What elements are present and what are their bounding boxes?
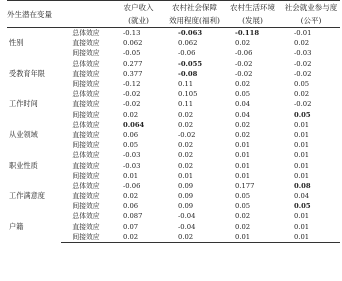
- value-cell: -0.08: [178, 69, 198, 78]
- header-col-4-line1: 社会就业参与度: [284, 3, 338, 12]
- value-cell: 0.01: [294, 161, 310, 170]
- value-cell: 0.02: [235, 80, 251, 89]
- table-row: [7, 150, 340, 160]
- value-cell: -0.12: [123, 80, 141, 89]
- value-cell: -0.02: [294, 100, 312, 109]
- value-cell: -0.06: [235, 49, 253, 58]
- value-cell: 0.05: [294, 202, 311, 211]
- effect-type: 直接效应: [72, 222, 100, 231]
- table-row: [7, 120, 340, 130]
- header-first: 外生潜在变量: [7, 9, 52, 19]
- value-cell: -0.03: [294, 49, 312, 58]
- effect-type: 直接效应: [72, 69, 100, 78]
- table-row: [7, 181, 340, 191]
- value-cell: 0.11: [178, 100, 194, 109]
- header-col-1-line2: (就业): [128, 16, 149, 25]
- value-cell: 0.06: [123, 202, 139, 211]
- effect-type: 间接效应: [72, 141, 100, 150]
- value-cell: 0.105: [178, 90, 198, 99]
- value-cell: -0.03: [123, 151, 141, 160]
- effect-type: 直接效应: [72, 39, 100, 48]
- value-cell: 0.09: [178, 192, 194, 201]
- effect-type: 间接效应: [72, 202, 100, 211]
- value-cell: 0.04: [235, 100, 251, 109]
- value-cell: 0.01: [294, 151, 310, 160]
- value-cell: -0.04: [178, 212, 196, 221]
- value-cell: 0.062: [178, 39, 198, 48]
- value-cell: 0.07: [123, 222, 139, 231]
- value-cell: -0.063: [178, 29, 203, 38]
- variable-label: 户籍: [9, 221, 24, 231]
- value-cell: -0.01: [294, 29, 312, 38]
- value-cell: 0.02: [111, 232, 166, 243]
- effect-type: 总体效应: [72, 181, 100, 190]
- value-cell: -0.02: [178, 130, 196, 139]
- value-cell: 0.01: [235, 151, 251, 160]
- value-cell: 0.02: [235, 212, 251, 221]
- value-cell: 0.05: [294, 110, 311, 119]
- value-cell: 0.01: [294, 120, 310, 129]
- value-cell: 0.04: [294, 192, 310, 201]
- value-cell: 0.062: [123, 39, 143, 48]
- value-cell: 0.02: [178, 151, 194, 160]
- value-cell: 0.05: [235, 90, 251, 99]
- value-cell: -0.06: [178, 49, 196, 58]
- header-col-2-line1: 农村社会保障: [172, 3, 217, 12]
- value-cell: 0.06: [123, 130, 139, 139]
- variable-label: 性别: [9, 38, 24, 48]
- value-cell: -0.02: [123, 90, 141, 99]
- value-cell: 0.01: [294, 130, 310, 139]
- effect-type: 直接效应: [72, 130, 100, 139]
- value-cell: 0.377: [123, 69, 143, 78]
- effect-type: 总体效应: [72, 120, 100, 129]
- header-col-2-line2: 效用程度(福利): [169, 16, 220, 25]
- header-col-4-line2: (公平): [300, 16, 322, 25]
- variable-label: 工作时间: [9, 99, 38, 109]
- value-cell: -0.03: [123, 161, 141, 170]
- value-cell: 0.01: [235, 141, 251, 150]
- value-cell: 0.02: [235, 120, 251, 129]
- value-cell: 0.04: [235, 110, 251, 119]
- value-cell: 0.09: [178, 202, 194, 211]
- value-cell: 0.01: [235, 171, 251, 180]
- effect-type: 总体效应: [72, 212, 100, 221]
- value-cell: -0.02: [294, 59, 312, 68]
- value-cell: -0.118: [235, 29, 260, 38]
- value-cell: 0.01: [223, 232, 282, 243]
- value-cell: -0.06: [123, 181, 141, 190]
- table-row: [7, 89, 340, 99]
- table-header: [7, 1, 340, 28]
- effect-type: 直接效应: [72, 161, 100, 170]
- value-cell: 0.02: [178, 161, 194, 170]
- variable-label: 工作满意度: [9, 191, 45, 201]
- value-cell: 0.01: [123, 171, 139, 180]
- value-cell: 0.02: [294, 39, 310, 48]
- value-cell: 0.05: [235, 192, 251, 201]
- value-cell: 0.02: [235, 222, 251, 231]
- value-cell: 0.02: [178, 120, 194, 129]
- value-cell: 0.02: [178, 110, 194, 119]
- value-cell: 0.177: [235, 181, 255, 190]
- value-cell: 0.01: [294, 222, 310, 231]
- table-row: [7, 28, 340, 39]
- value-cell: 0.02: [235, 39, 251, 48]
- header-col-3-line1: 农村生活环境: [230, 3, 275, 12]
- value-cell: 0.01: [294, 141, 310, 150]
- value-cell: -0.05: [123, 49, 141, 58]
- value-cell: 0.05: [294, 80, 310, 89]
- effect-type: 间接效应: [72, 80, 100, 89]
- value-cell: -0.02: [235, 59, 253, 68]
- value-cell: 0.02: [294, 90, 310, 99]
- value-cell: 0.01: [178, 171, 194, 180]
- effects-table: [7, 0, 340, 243]
- effect-type: 直接效应: [72, 100, 100, 109]
- effect-type: 间接效应: [61, 232, 111, 243]
- value-cell: 0.01: [294, 171, 310, 180]
- value-cell: 0.11: [178, 80, 194, 89]
- variable-label: 从业领域: [9, 129, 38, 139]
- table-row: [7, 59, 340, 69]
- variable-label: 受教育年限: [9, 68, 45, 78]
- value-cell: 0.02: [235, 130, 251, 139]
- effect-type: 间接效应: [72, 171, 100, 180]
- table-row: [7, 211, 340, 221]
- value-cell: 0.277: [123, 59, 143, 68]
- value-cell: -0.02: [294, 69, 312, 78]
- header-col-1-line1: 农户收入: [123, 3, 154, 12]
- value-cell: -0.02: [123, 100, 141, 109]
- value-cell: 0.02: [123, 110, 139, 119]
- value-cell: 0.08: [294, 181, 311, 190]
- variable-label: 职业性质: [9, 160, 38, 170]
- effect-type: 总体效应: [72, 29, 100, 38]
- value-cell: 0.02: [166, 232, 223, 243]
- value-cell: 0.087: [123, 212, 143, 221]
- effect-type: 总体效应: [72, 151, 100, 160]
- value-cell: -0.04: [178, 222, 196, 231]
- value-cell: -0.13: [123, 29, 141, 38]
- effect-type: 总体效应: [72, 59, 100, 68]
- value-cell: 0.09: [178, 181, 194, 190]
- value-cell: -0.055: [178, 59, 203, 68]
- value-cell: 0.02: [123, 192, 139, 201]
- value-cell: 0.05: [235, 202, 251, 211]
- effect-type: 总体效应: [72, 90, 100, 99]
- value-cell: 0.01: [282, 232, 340, 243]
- effect-type: 间接效应: [72, 110, 100, 119]
- effect-type: 直接效应: [72, 192, 100, 201]
- effect-type: 间接效应: [72, 49, 100, 58]
- value-cell: -0.02: [235, 69, 253, 78]
- table-container: [7, 0, 340, 243]
- value-cell: 0.02: [178, 141, 194, 150]
- table-body: [7, 28, 340, 243]
- header-col-3-line2: (发展): [242, 16, 263, 25]
- value-cell: 0.01: [294, 212, 310, 221]
- value-cell: 0.05: [123, 141, 139, 150]
- value-cell: 0.01: [235, 161, 251, 170]
- value-cell: 0.064: [123, 120, 145, 129]
